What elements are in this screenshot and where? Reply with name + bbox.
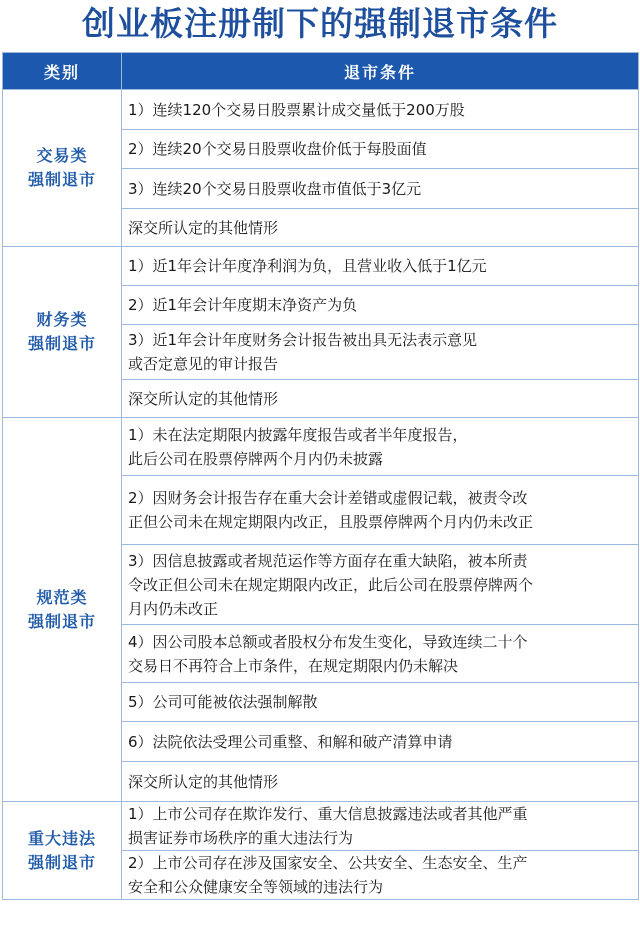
category-cell	[3, 90, 122, 247]
header-conditions: 退市条件	[122, 53, 639, 90]
condition-cell	[122, 683, 639, 722]
condition-text-line: 2）近1年会计年度期末净资产为负	[128, 296, 358, 314]
category-label-line: 财务类	[36, 310, 88, 329]
table-body	[3, 90, 639, 900]
condition-cell	[122, 418, 639, 476]
category-label-line: 规范类	[36, 587, 88, 607]
condition-cell	[122, 625, 639, 683]
condition-text-line: 此后公司在股票停牌两个月内仍未披露	[128, 449, 384, 468]
category-label-line: 重大违法	[27, 828, 96, 848]
table-row	[3, 247, 639, 286]
condition-text-line: 正但公司未在规定期限内改正，且股票停牌两个月内仍未改正	[128, 513, 534, 531]
table-row	[3, 802, 639, 851]
category-label-line: 强制退市	[27, 170, 96, 189]
condition-text-line: 月内仍未改正	[128, 599, 219, 618]
condition-text-line: 3）近1年会计年度财务会计报告被出具无法表示意见	[128, 331, 478, 349]
condition-cell	[122, 209, 639, 247]
condition-cell	[122, 476, 639, 545]
condition-text-line: 安全和公众健康安全等领域的违法行为	[128, 878, 384, 896]
condition-cell	[122, 286, 639, 325]
condition-text-line: 深交所认定的其他情形	[128, 218, 279, 237]
delisting-conditions-table	[2, 52, 639, 900]
condition-text-line: 交易日不再符合上市条件，在规定期限内仍未解决	[128, 656, 459, 675]
condition-text-line: 1）连续120个交易日股票累计成交量低于200万股	[128, 100, 465, 119]
condition-cell	[122, 169, 639, 209]
condition-cell	[122, 762, 639, 802]
category-label-line: 交易类	[36, 146, 88, 165]
page-title: 创业板注册制下的强制退市条件	[82, 4, 558, 43]
category-label-line: 强制退市	[27, 611, 96, 631]
condition-text-line: 3）连续20个交易日股票收盘市值低于3亿元	[128, 179, 422, 198]
condition-text-line: 1）上市公司存在欺诈发行、重大信息披露违法或者其他严重	[128, 805, 528, 823]
condition-cell	[122, 90, 639, 130]
header-category: 类别	[3, 53, 122, 90]
category-cell	[3, 802, 122, 900]
condition-text-line: 6）法院依法受理公司重整、和解和破产清算申请	[128, 732, 453, 751]
condition-text-line: 4）因公司股本总额或者股权分布发生变化，导致连续二十个	[128, 632, 528, 651]
condition-text-line: 2）连续20个交易日股票收盘价低于每股面值	[128, 140, 427, 158]
condition-cell	[122, 247, 639, 286]
category-cell	[3, 247, 122, 418]
condition-cell	[122, 722, 639, 762]
condition-cell	[122, 851, 639, 900]
condition-text-line: 3）因信息披露或者规范运作等方面存在重大缺陷，被本所责	[128, 551, 528, 570]
condition-text-line: 或否定意见的审计报告	[128, 355, 279, 373]
condition-text-line: 1）近1年会计年度净利润为负，且营业收入低于1亿元	[128, 257, 487, 275]
condition-cell	[122, 545, 639, 625]
category-label-line: 强制退市	[27, 852, 96, 872]
table-row	[3, 90, 639, 130]
condition-text-line: 深交所认定的其他情形	[128, 772, 279, 791]
condition-text-line: 令改正但公司未在规定期限内改正，此后公司在股票停牌两个	[128, 575, 534, 594]
condition-cell	[122, 130, 639, 169]
category-cell	[3, 418, 122, 802]
condition-text-line: 5）公司可能被依法强制解散	[128, 693, 318, 711]
condition-text-line: 2）上市公司存在涉及国家安全、公共安全、生态安全、生产	[128, 854, 528, 872]
condition-cell	[122, 802, 639, 851]
table-row	[3, 418, 639, 476]
condition-text-line: 2）因财务会计报告存在重大会计差错或虚假记载，被责令改	[128, 489, 528, 507]
condition-text-line: 1）未在法定期限内披露年度报告或者半年度报告，	[128, 425, 468, 444]
condition-cell	[122, 380, 639, 418]
table-header-row	[3, 53, 639, 90]
condition-cell	[122, 325, 639, 380]
condition-text-line: 深交所认定的其他情形	[128, 389, 279, 408]
category-label-line: 强制退市	[27, 334, 96, 353]
condition-text-line: 损害证券市场秩序的重大违法行为	[128, 829, 354, 847]
